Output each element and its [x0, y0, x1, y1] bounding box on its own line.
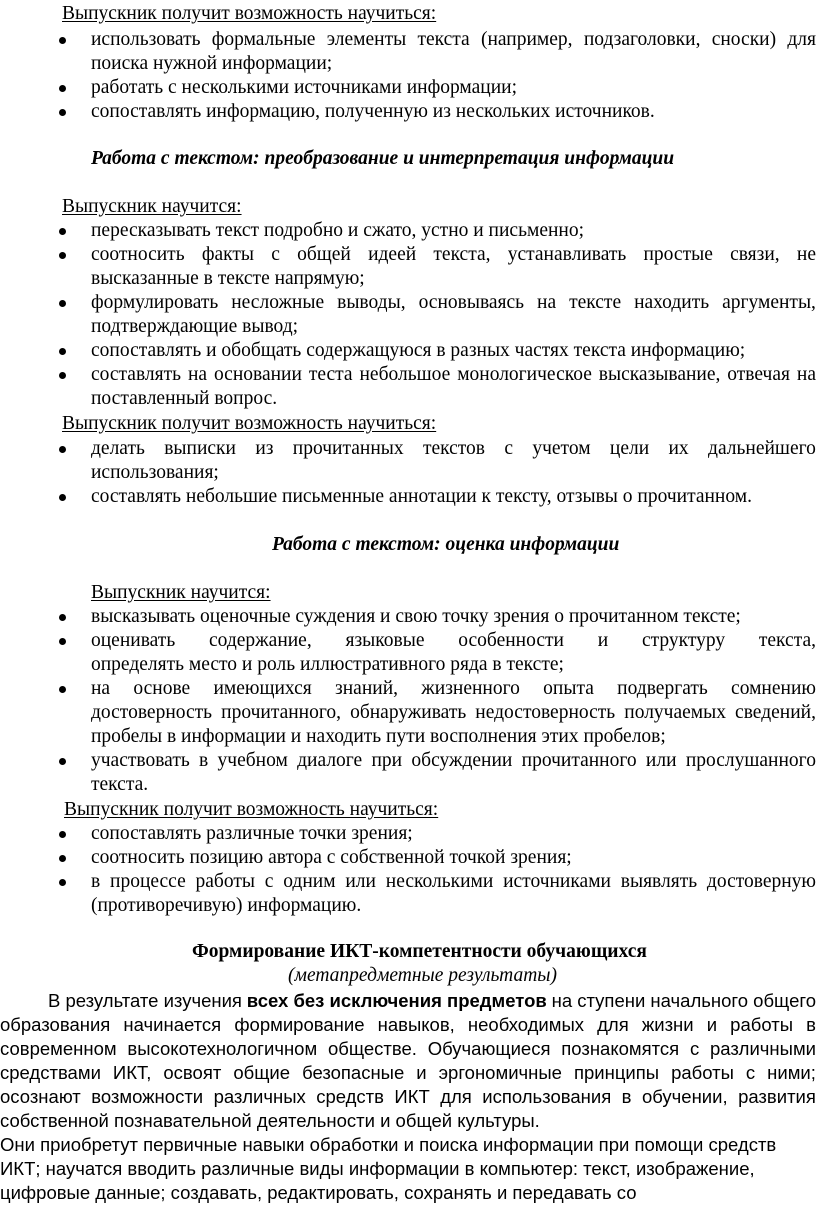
paragraph-line: современном высокотехнологичном обществе. Обучающиеся познакомятся с различными	[0, 1038, 816, 1059]
section-heading: Выпускник получит возможность научиться:	[62, 3, 437, 24]
paragraph-line: осознают возможности различных средств ИКТ для использования в обучении, развития	[0, 1086, 816, 1107]
paragraph-line: средствами ИКТ, освоят общие безопасные и эргономичные принципы работы с ними;	[0, 1062, 816, 1083]
list-item-line: подтверждающие вывод;	[91, 316, 299, 337]
section-heading: Выпускник научится:	[91, 582, 271, 603]
list-item-line: высказанные в тексте напрямую;	[91, 268, 365, 289]
bullet-icon	[59, 758, 66, 765]
bullet-icon	[59, 228, 66, 235]
list-item-line: текста.	[91, 774, 149, 795]
bold-phrase: всех без исключения предметов	[246, 990, 547, 1011]
list-item-line: сопоставлять информацию, полученную из нескольких источников.	[91, 101, 655, 122]
bullet-icon	[59, 252, 66, 259]
bullet-icon	[59, 494, 66, 501]
list-item-line: на основе имеющихся знаний, жизненного опыта подвергать сомнению	[91, 678, 816, 699]
section-heading: Выпускник научится:	[62, 196, 242, 217]
bullet-icon	[59, 85, 66, 92]
list-item-line: достоверность прочитанного, обнаруживать недостоверность получаемых сведений,	[91, 702, 816, 723]
list-item-line: поставленный вопрос.	[91, 388, 278, 409]
list-item-line: соотносить факты с общей идеей текста, устанавливать простые связи, не	[91, 244, 816, 265]
section-title: Формирование ИКТ-компетентности обучающихся	[192, 941, 647, 962]
list-item-line: (противоречивую) информацию.	[91, 895, 362, 916]
paragraph-line: собственной познавательной деятельности и общей культуры.	[0, 1110, 540, 1131]
paragraph-line: ИКТ; научатся вводить различные виды информации в компьютер: текст, изображение,	[0, 1158, 755, 1179]
list-item-line: пересказывать текст подробно и сжато, устно и письменно;	[91, 220, 585, 241]
bullet-icon	[59, 37, 66, 44]
list-item-line: сопоставлять и обобщать содержащуюся в разных частях текста информацию;	[91, 340, 746, 361]
bullet-icon	[59, 855, 66, 862]
bullet-icon	[59, 109, 66, 116]
list-item-line: участвовать в учебном диалоге при обсуждении прочитанного или прослушанного	[91, 750, 816, 771]
bullet-icon	[59, 614, 66, 621]
bullet-icon	[59, 831, 66, 838]
paragraph-text: В результате изучения	[48, 990, 242, 1011]
list-item-line: использования;	[91, 462, 219, 483]
bullet-icon	[59, 300, 66, 307]
list-item-line: оценивать содержание, языковые особенности и структуру текста,	[91, 630, 816, 651]
list-item-line: формулировать несложные выводы, основываясь на тексте находить аргументы,	[91, 292, 816, 313]
section-title: Работа с текстом: преобразование и интерпретация информации	[91, 148, 675, 169]
list-item-line: использовать формальные элементы текста (например, подзаголовки, сноски) для	[91, 29, 816, 50]
bullet-icon	[59, 348, 66, 355]
list-item-line: высказывать оценочные суждения и свою точку зрения о прочитанном тексте;	[91, 606, 741, 627]
list-item-line: в процессе работы с одним или несколькими источниками выявлять достоверную	[91, 871, 816, 892]
list-item-line: составлять небольшие письменные аннотации к тексту, отзывы о прочитанном.	[91, 486, 752, 507]
paragraph-line: Они приобретут первичные навыки обработки и поиска информации при помощи средств	[0, 1134, 777, 1155]
list-item-line: определять место и роль иллюстративного ряда в тексте;	[91, 654, 564, 675]
bullet-icon	[59, 446, 66, 453]
list-item-line: сопоставлять различные точки зрения;	[91, 823, 413, 844]
bullet-icon	[59, 879, 66, 886]
paragraph-line: цифровые данные; создавать, редактировать, сохранять и передавать со	[0, 1182, 637, 1203]
paragraph-text: на ступени начального общего	[551, 990, 816, 1011]
paragraph-first-line	[48, 989, 816, 1013]
list-item-line: пробелы в информации и находить пути восполнения этих пробелов;	[91, 726, 666, 747]
section-subtitle: (метапредметные результаты)	[288, 965, 558, 986]
bullet-icon	[59, 372, 66, 379]
list-item-line: соотносить позицию автора с собственной точкой зрения;	[91, 847, 572, 868]
section-title: Работа с текстом: оценка информации	[272, 534, 620, 555]
section-heading: Выпускник получит возможность научиться:	[62, 413, 437, 434]
list-item-line: делать выписки из прочитанных текстов с учетом цели их дальнейшего	[91, 438, 816, 459]
list-item-line: поиска нужной информации;	[91, 53, 333, 74]
bullet-icon	[59, 638, 66, 645]
paragraph-line: образования начинается формирование навыков, необходимых для жизни и работы в	[0, 1014, 816, 1035]
list-item-line: составлять на основании теста небольшое монологическое высказывание, отвечая на	[91, 364, 816, 385]
bullet-icon	[59, 686, 66, 693]
list-item-line: работать с несколькими источниками информации;	[91, 77, 518, 98]
section-heading: Выпускник получит возможность научиться:	[64, 799, 439, 820]
